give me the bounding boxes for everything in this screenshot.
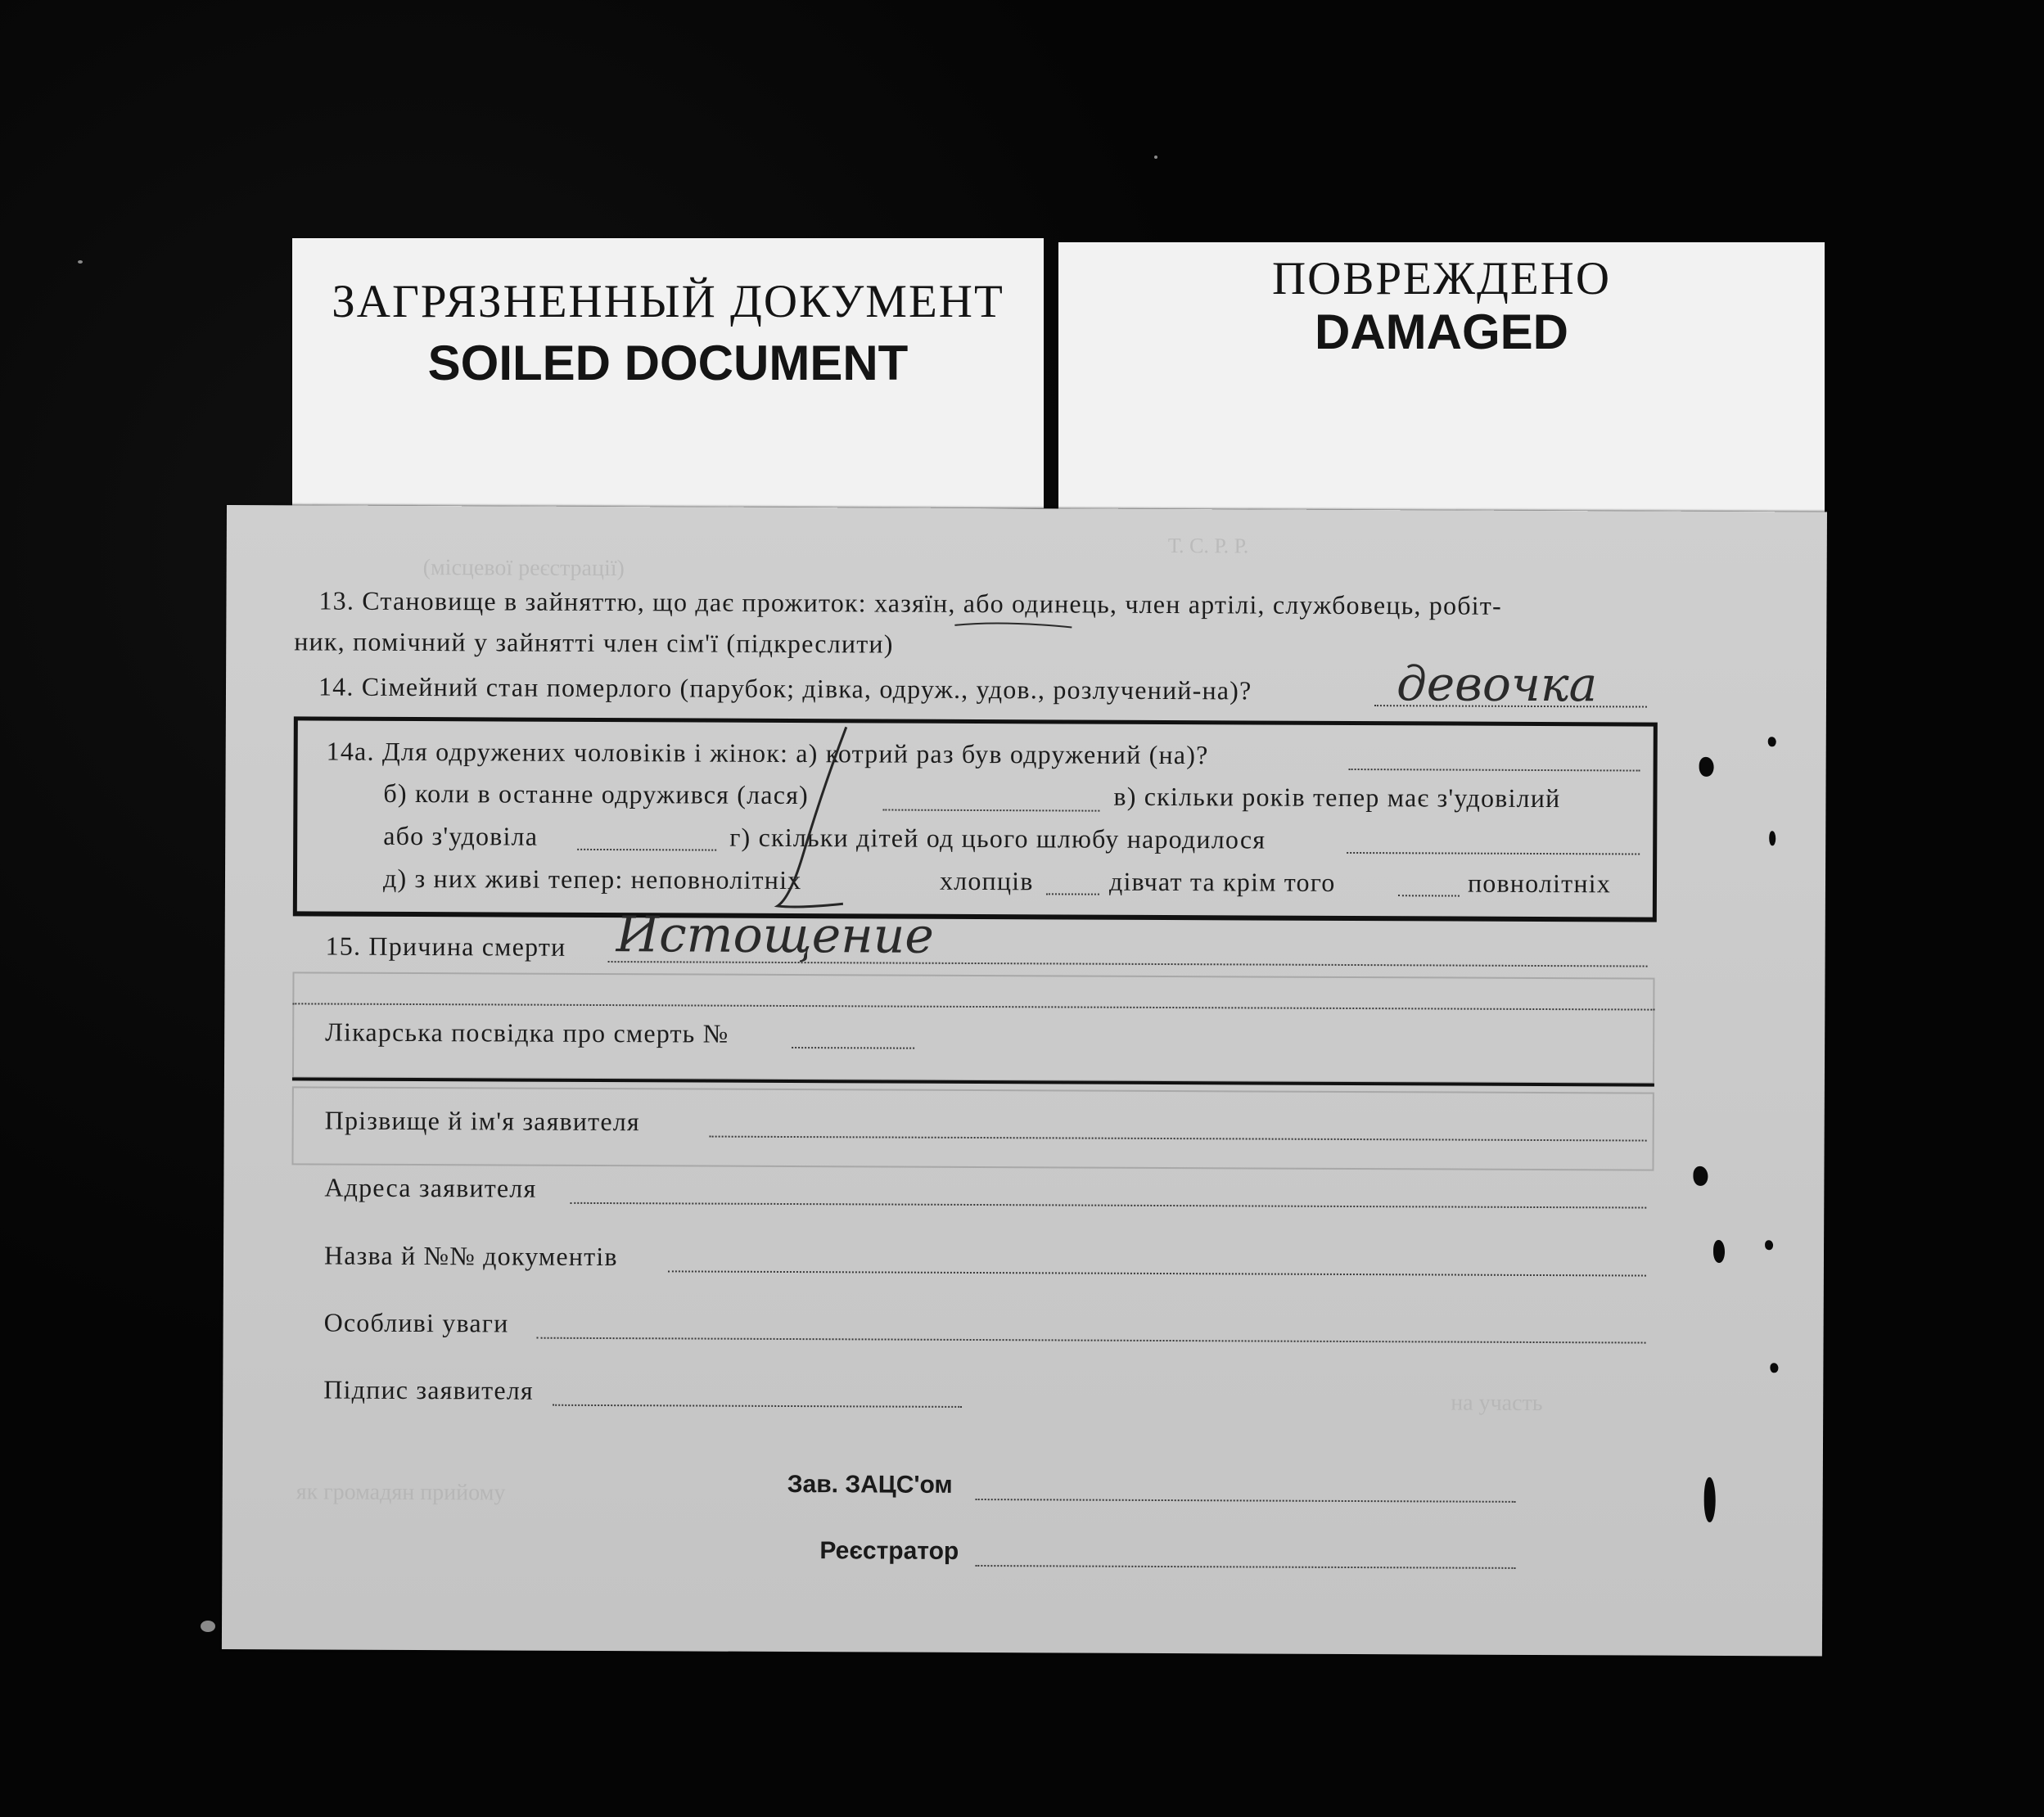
documents-field[interactable] xyxy=(668,1270,1646,1276)
q14a-line2b: в) скільки років тепер має з'удовілий xyxy=(1113,781,1561,814)
dust-speck xyxy=(201,1621,215,1632)
punch-hole xyxy=(1704,1477,1716,1522)
q14-handwritten-answer[interactable]: девочка xyxy=(1396,656,1598,713)
q14a-line1: 14а. Для одружених чоловіків і жінок: а) котрий раз був одружений (на)? xyxy=(326,736,1209,770)
punch-hole xyxy=(1768,737,1776,746)
dust-speck xyxy=(1154,156,1157,159)
punch-hole xyxy=(1765,1240,1773,1250)
punch-hole xyxy=(1769,831,1776,845)
q15-label: 15. Причина смерти xyxy=(325,931,566,962)
applicant-signature-label: Підпис заявителя xyxy=(323,1374,534,1405)
hazyain-underline xyxy=(953,619,1076,631)
punch-hole xyxy=(1699,757,1714,777)
applicant-name-label: Прізвище й ім'я заявителя xyxy=(324,1105,640,1137)
punch-hole xyxy=(1693,1166,1708,1186)
damaged-label-en: DAMAGED xyxy=(1315,304,1568,359)
medical-certificate-label: Лікарська посвідка про смерть № xyxy=(325,1017,729,1048)
q15-handwritten-answer[interactable]: Истощение xyxy=(616,906,935,965)
q13-line2: ник, помічний у зайнятті член сім'ї (підкреслити) xyxy=(294,626,894,659)
dust-speck xyxy=(78,260,83,264)
damaged-label xyxy=(1058,242,1825,512)
death-record-form xyxy=(222,505,1827,1657)
head-zags-label: Зав. ЗАЦС'ом xyxy=(787,1470,953,1499)
q14a-line2a: б) коли в останне одружився (лася) xyxy=(383,778,810,810)
q14a-handwritten-dash xyxy=(765,722,864,919)
q14-label: 14. Сімейний стан померлого (парубок; дівка, одруж., удов., розлучений-на)? xyxy=(318,671,1252,706)
applicant-signature-field[interactable] xyxy=(553,1404,962,1408)
q14a-line4b: хлопців xyxy=(939,865,1034,896)
punch-hole xyxy=(1770,1363,1778,1373)
punch-hole xyxy=(1713,1240,1725,1263)
head-zags-signature-field[interactable] xyxy=(976,1499,1516,1503)
bleed-through-text: Т. С. Р. Р. xyxy=(1167,534,1249,558)
q13-line1: 13. Становище в зайняттю, що дає прожиток: хазяїн, або одинець, член артілі, службовець, робіт- xyxy=(318,585,1502,620)
bleed-through-text: на участь xyxy=(1451,1390,1543,1417)
q14a-line3b: г) скільки дітей од цього шлюбу народилося xyxy=(729,822,1266,854)
soiled-document-label xyxy=(292,238,1044,508)
damaged-label-ru: ПОВРЕЖДЕНО xyxy=(1272,253,1611,304)
special-notes-field[interactable] xyxy=(537,1337,1646,1344)
registrar-label: Реєстратор xyxy=(819,1537,959,1565)
q14a-adults-field[interactable] xyxy=(1398,895,1460,896)
q14a-boys-field[interactable] xyxy=(1046,893,1099,895)
soiled-label-en: SOILED DOCUMENT xyxy=(427,336,909,390)
q14a-line3a: або з'удовіла xyxy=(383,820,539,851)
q14a-line4a: д) з них живі тепер: неповнолітніх xyxy=(382,863,802,895)
applicant-address-label: Адреса заявителя xyxy=(324,1172,537,1203)
registrar-signature-field[interactable] xyxy=(975,1565,1515,1569)
q14a-line4c: дівчат та крім того xyxy=(1108,866,1336,897)
bleed-through-text: (місцевої реєстрації) xyxy=(422,555,625,582)
special-notes-label: Особливі уваги xyxy=(323,1307,509,1338)
bleed-through-text: як громадян прийому xyxy=(296,1479,506,1506)
q14a-line4d: повнолітніх xyxy=(1467,868,1612,899)
soiled-label-ru: ЗАГРЯЗНЕННЫЙ ДОКУМЕНТ xyxy=(332,276,1004,327)
documents-label: Назва й №№ документів xyxy=(323,1240,618,1272)
applicant-address-field[interactable] xyxy=(570,1202,1646,1209)
